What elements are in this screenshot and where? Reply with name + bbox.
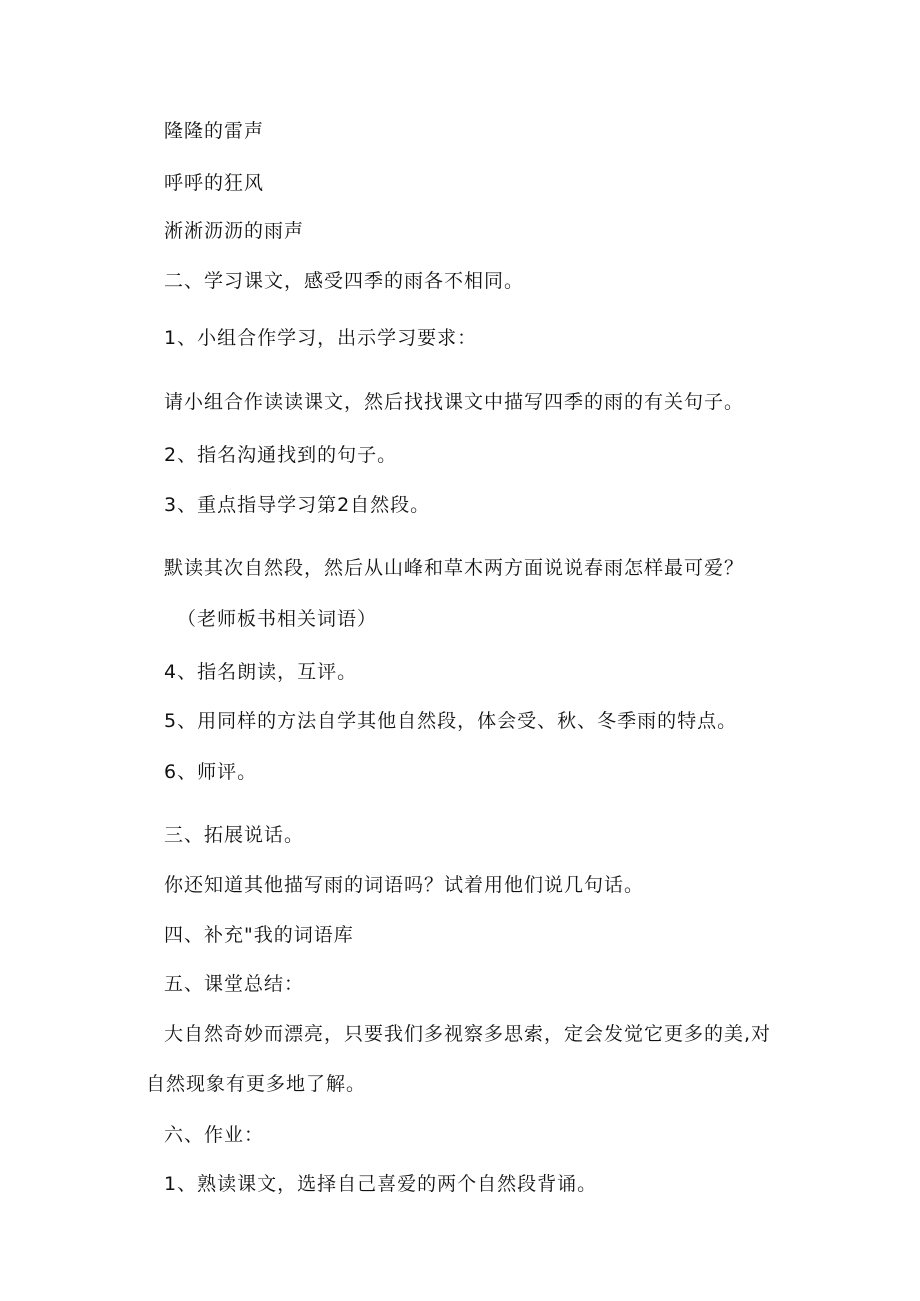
list-item-5: 5、用同样的方法自学其他自然段，体会受、秋、冬季雨的特点。 (164, 710, 738, 732)
section-heading-5: 五、课堂总结： (164, 973, 305, 995)
list-item-1: 1、小组合作学习，出示学习要求： (164, 327, 478, 349)
list-item-4: 4、指名朗读，互评。 (164, 661, 358, 683)
text-line-thunder: 隆隆的雷声 (164, 120, 265, 142)
list-item-2: 2、指名沟通找到的句子。 (164, 444, 398, 466)
list-item-6: 6、师评。 (164, 761, 258, 783)
section-heading-4: 四、补充"我的词语库 (164, 924, 354, 946)
text-line-wind: 呼呼的狂风 (164, 172, 265, 194)
section-heading-6: 六、作业： (164, 1124, 265, 1146)
text-line-rain-sound: 淅淅沥沥的雨声 (164, 220, 305, 242)
summary-line-2: 自然现象有更多地了解。 (146, 1073, 367, 1095)
summary-line-1: 大自然奇妙而漂亮，只要我们多视察多思索，定会发觉它更多的美,对 (164, 1023, 772, 1045)
teacher-note: （老师板书相关词语） (177, 608, 378, 630)
instruction-text-2: 默读其次自然段，然后从山峰和草木两方面说说春雨怎样最可爱？ (164, 557, 745, 579)
section-heading-3: 三、拓展说话。 (164, 824, 305, 846)
list-item-3: 3、重点指导学习第2自然段。 (164, 494, 431, 516)
homework-item-1: 1、熟读课文，选择自己喜爱的两个自然段背诵。 (164, 1173, 598, 1195)
speaking-prompt: 你还知道其他描写雨的词语吗？试着用他们说几句话。 (164, 874, 645, 896)
section-heading-2: 二、学习课文，感受四季的雨各不相同。 (164, 270, 525, 292)
instruction-text: 请小组合作读读课文，然后找找课文中描写四季的雨的有关句子。 (164, 391, 745, 413)
